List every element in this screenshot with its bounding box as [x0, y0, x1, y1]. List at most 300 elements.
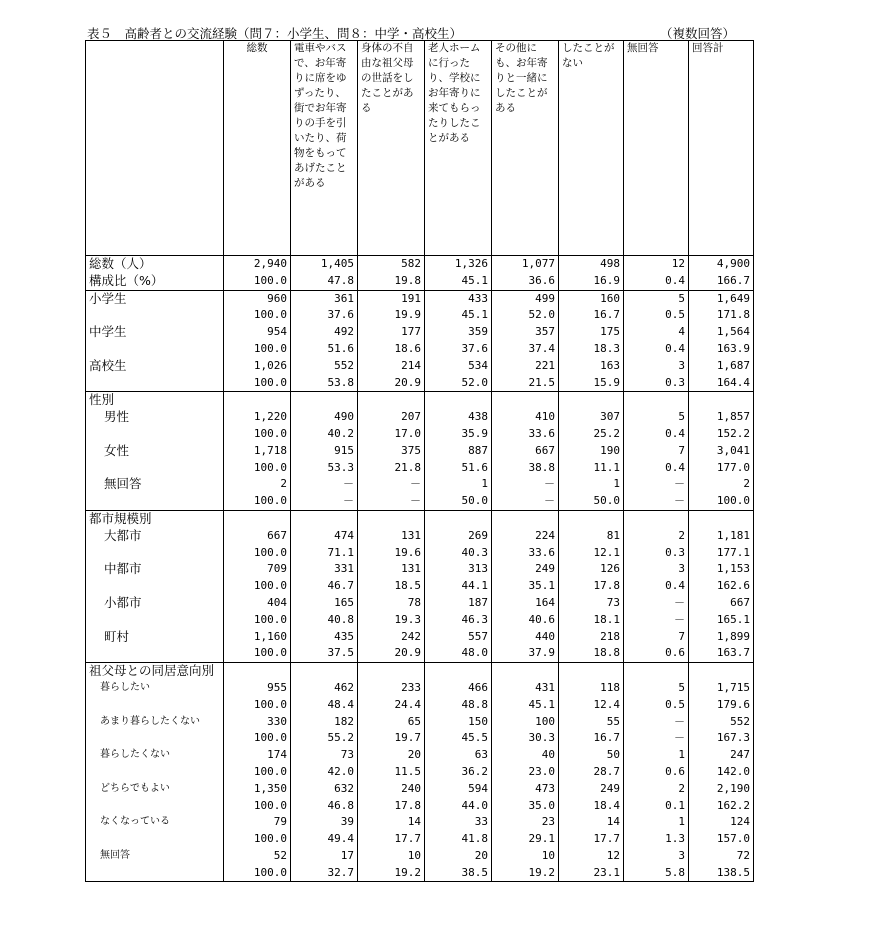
- table-cell: 11.5: [358, 764, 425, 781]
- table-cell: 40.3: [425, 545, 492, 562]
- header-corner: [86, 41, 224, 256]
- table-cell: 3,041: [689, 443, 754, 460]
- row-label: [86, 798, 224, 815]
- table-cell: 1,899: [689, 629, 754, 646]
- table-cell: 37.4: [492, 341, 559, 358]
- table-row: [86, 865, 754, 882]
- row-label: [86, 341, 224, 358]
- column-header: 総数: [224, 41, 291, 256]
- table-cell: 14: [559, 814, 624, 831]
- table-cell: 53.8: [291, 375, 358, 392]
- table-cell: 53.3: [291, 460, 358, 477]
- column-header: 回答計: [689, 41, 754, 256]
- row-label: [86, 307, 224, 324]
- table-cell: 359: [425, 324, 492, 341]
- table-cell: 48.4: [291, 697, 358, 714]
- row-label: なくなっている: [86, 814, 224, 831]
- row-label: 中都市: [86, 561, 224, 578]
- table-row: [86, 545, 754, 562]
- table-cell: 242: [358, 629, 425, 646]
- table-cell: 15.9: [559, 375, 624, 392]
- table-cell: －: [624, 476, 689, 493]
- row-label: 暮らしたい: [86, 680, 224, 697]
- table-cell: 35.9: [425, 426, 492, 443]
- row-label: [86, 578, 224, 595]
- table-cell: 45.5: [425, 730, 492, 747]
- table-row: [86, 375, 754, 392]
- table-row: [86, 764, 754, 781]
- table-cell: 100.0: [224, 798, 291, 815]
- table-cell: 2: [624, 781, 689, 798]
- table-cell: 48.0: [425, 645, 492, 662]
- table-cell: 44.1: [425, 578, 492, 595]
- table-cell: 100.0: [224, 545, 291, 562]
- table-cell: 887: [425, 443, 492, 460]
- table-cell: 23.0: [492, 764, 559, 781]
- table-row: [86, 629, 754, 646]
- table-cell: 2: [689, 476, 754, 493]
- table-cell: 16.7: [559, 307, 624, 324]
- table-cell: 18.8: [559, 645, 624, 662]
- table-cell: 954: [224, 324, 291, 341]
- row-label: 総数（人）: [86, 256, 224, 273]
- table-cell: 37.6: [291, 307, 358, 324]
- column-header: 電車やバスで、お年寄りに席をゆずったり、街でお年寄りの手を引いたり、荷物をもってあげたことがある: [291, 41, 358, 256]
- table-cell: 17.0: [358, 426, 425, 443]
- table-cell: 1: [559, 476, 624, 493]
- table-cell: 163.9: [689, 341, 754, 358]
- table-cell: 17.7: [358, 831, 425, 848]
- table-cell: 81: [559, 528, 624, 545]
- table-cell: 1,026: [224, 358, 291, 375]
- table-cell: 118: [559, 680, 624, 697]
- table-cell: 162.6: [689, 578, 754, 595]
- table-cell: 1.3: [624, 831, 689, 848]
- table-row: [86, 680, 754, 697]
- table-cell: 100.0: [224, 697, 291, 714]
- table-cell: 0.4: [624, 460, 689, 477]
- table-cell: 126: [559, 561, 624, 578]
- table-cell: 1,220: [224, 409, 291, 426]
- row-label: どちらでもよい: [86, 781, 224, 798]
- table-cell: 100.0: [224, 578, 291, 595]
- table-row: [86, 460, 754, 477]
- table-cell: 404: [224, 595, 291, 612]
- table-cell: 49.4: [291, 831, 358, 848]
- row-label: 男性: [86, 409, 224, 426]
- table-cell: 45.1: [425, 273, 492, 290]
- table-cell: －: [358, 493, 425, 510]
- table-cell: 2: [224, 476, 291, 493]
- table-cell: 582: [358, 256, 425, 273]
- column-header: 無回答: [624, 41, 689, 256]
- table-cell: 632: [291, 781, 358, 798]
- table-cell: 18.5: [358, 578, 425, 595]
- table-cell: 233: [358, 680, 425, 697]
- table-cell: [492, 392, 559, 409]
- table-cell: 1,326: [425, 256, 492, 273]
- table-cell: 0.5: [624, 307, 689, 324]
- table-cell: 20: [358, 747, 425, 764]
- table-cell: 667: [224, 528, 291, 545]
- table-row: [86, 747, 754, 764]
- table-cell: 214: [358, 358, 425, 375]
- table-cell: 46.8: [291, 798, 358, 815]
- table-row: [86, 426, 754, 443]
- table-cell: 100.0: [224, 865, 291, 882]
- table-cell: 19.8: [358, 273, 425, 290]
- table-cell: 100.0: [224, 645, 291, 662]
- table-cell: 5.8: [624, 865, 689, 882]
- table-cell: 240: [358, 781, 425, 798]
- table-cell: 2: [624, 528, 689, 545]
- table-cell: 17.7: [559, 831, 624, 848]
- table-cell: －: [624, 595, 689, 612]
- table-cell: 55.2: [291, 730, 358, 747]
- table-cell: 19.3: [358, 612, 425, 629]
- column-header: したことがない: [559, 41, 624, 256]
- table-row: [86, 798, 754, 815]
- table-cell: 52.0: [425, 375, 492, 392]
- table-row: [86, 256, 754, 273]
- table-cell: 182: [291, 714, 358, 731]
- table-cell: 65: [358, 714, 425, 731]
- table-cell: 2,190: [689, 781, 754, 798]
- table-cell: 19.9: [358, 307, 425, 324]
- table-cell: 191: [358, 290, 425, 307]
- table-cell: 435: [291, 629, 358, 646]
- table-cell: 12.4: [559, 697, 624, 714]
- table-cell: 955: [224, 680, 291, 697]
- table-cell: 0.4: [624, 273, 689, 290]
- table-cell: －: [624, 493, 689, 510]
- table-cell: 18.6: [358, 341, 425, 358]
- table-cell: 20.9: [358, 375, 425, 392]
- table-cell: 164: [492, 595, 559, 612]
- table-cell: 10: [358, 848, 425, 865]
- table-cell: 249: [559, 781, 624, 798]
- table-cell: 165: [291, 595, 358, 612]
- table-cell: 21.5: [492, 375, 559, 392]
- table-cell: 50.0: [559, 493, 624, 510]
- table-cell: 28.7: [559, 764, 624, 781]
- row-label: [86, 426, 224, 443]
- table-cell: 20: [425, 848, 492, 865]
- row-label: あまり暮らしたくない: [86, 714, 224, 731]
- table-cell: 0.3: [624, 545, 689, 562]
- table-cell: 433: [425, 290, 492, 307]
- row-label: 小学生: [86, 290, 224, 307]
- table-row: [86, 714, 754, 731]
- table-cell: 38.8: [492, 460, 559, 477]
- table-cell: 5: [624, 290, 689, 307]
- column-header: 身体の不自由な祖父母の世話をしたことがある: [358, 41, 425, 256]
- table-cell: 42.0: [291, 764, 358, 781]
- table-cell: 30.3: [492, 730, 559, 747]
- table-cell: 40.8: [291, 612, 358, 629]
- table-cell: 21.8: [358, 460, 425, 477]
- table-cell: 50.0: [425, 493, 492, 510]
- table-cell: 46.7: [291, 578, 358, 595]
- table-row: [86, 561, 754, 578]
- row-label: 大都市: [86, 528, 224, 545]
- table-cell: 162.2: [689, 798, 754, 815]
- row-label: [86, 460, 224, 477]
- table-row: [86, 443, 754, 460]
- row-label: [86, 697, 224, 714]
- table-row: [86, 663, 754, 680]
- table-cell: [689, 392, 754, 409]
- table-cell: 29.1: [492, 831, 559, 848]
- table-cell: 164.4: [689, 375, 754, 392]
- table-cell: 12: [624, 256, 689, 273]
- table-cell: 38.5: [425, 865, 492, 882]
- table-cell: 177.0: [689, 460, 754, 477]
- multiple-answer-note: （複数回答）: [660, 26, 736, 41]
- table-cell: 498: [559, 256, 624, 273]
- table-cell: 32.7: [291, 865, 358, 882]
- table-cell: 100.0: [224, 831, 291, 848]
- table-cell: 50: [559, 747, 624, 764]
- table-cell: 100: [492, 714, 559, 731]
- table-row: [86, 341, 754, 358]
- table-cell: 45.1: [425, 307, 492, 324]
- table-cell: 19.7: [358, 730, 425, 747]
- table-cell: 100.0: [224, 460, 291, 477]
- header-row: [86, 41, 754, 256]
- table-cell: [291, 663, 358, 680]
- row-label: [86, 764, 224, 781]
- table-cell: －: [624, 730, 689, 747]
- table-cell: 2,940: [224, 256, 291, 273]
- table-cell: 10: [492, 848, 559, 865]
- table-cell: 100.0: [224, 273, 291, 290]
- table-cell: 37.9: [492, 645, 559, 662]
- table-cell: 33.6: [492, 545, 559, 562]
- table-cell: [492, 663, 559, 680]
- table-cell: 709: [224, 561, 291, 578]
- table-cell: 165.1: [689, 612, 754, 629]
- table-cell: 462: [291, 680, 358, 697]
- table-cell: 174: [224, 747, 291, 764]
- table-cell: －: [291, 493, 358, 510]
- table-row: [86, 409, 754, 426]
- row-label: 女性: [86, 443, 224, 460]
- table-row: [86, 307, 754, 324]
- table-cell: 167.3: [689, 730, 754, 747]
- table-cell: 44.0: [425, 798, 492, 815]
- table-cell: 100.0: [224, 493, 291, 510]
- table-cell: [358, 510, 425, 527]
- row-label: 高校生: [86, 358, 224, 375]
- table-cell: 25.2: [559, 426, 624, 443]
- table-cell: 17.8: [358, 798, 425, 815]
- table-cell: 177.1: [689, 545, 754, 562]
- table-cell: 20.9: [358, 645, 425, 662]
- table-cell: [425, 663, 492, 680]
- table-cell: 171.8: [689, 307, 754, 324]
- table-row: [86, 358, 754, 375]
- table-cell: 594: [425, 781, 492, 798]
- row-label: 無回答: [86, 476, 224, 493]
- table-cell: 179.6: [689, 697, 754, 714]
- table-cell: 41.8: [425, 831, 492, 848]
- table-cell: 492: [291, 324, 358, 341]
- table-cell: 40.6: [492, 612, 559, 629]
- table-cell: 247: [689, 747, 754, 764]
- table-cell: 552: [291, 358, 358, 375]
- table-cell: 78: [358, 595, 425, 612]
- table-cell: 100.0: [224, 307, 291, 324]
- table-cell: 3: [624, 561, 689, 578]
- table-cell: 4,900: [689, 256, 754, 273]
- table-cell: 1,564: [689, 324, 754, 341]
- table-cell: 0.5: [624, 697, 689, 714]
- table-cell: 18.4: [559, 798, 624, 815]
- table-cell: 47.8: [291, 273, 358, 290]
- table-row: [86, 493, 754, 510]
- table-cell: 1: [425, 476, 492, 493]
- table-cell: 0.6: [624, 645, 689, 662]
- table-cell: 36.2: [425, 764, 492, 781]
- table-cell: 16.9: [559, 273, 624, 290]
- table-cell: 3: [624, 358, 689, 375]
- table-cell: 0.6: [624, 764, 689, 781]
- table-row: [86, 273, 754, 290]
- table-cell: 5: [624, 409, 689, 426]
- table-cell: 330: [224, 714, 291, 731]
- table-cell: [224, 392, 291, 409]
- table-cell: [291, 392, 358, 409]
- table-cell: 48.8: [425, 697, 492, 714]
- table-cell: [689, 663, 754, 680]
- row-label: [86, 831, 224, 848]
- table-cell: 375: [358, 443, 425, 460]
- table-cell: 73: [559, 595, 624, 612]
- table-cell: 71.1: [291, 545, 358, 562]
- table-cell: [689, 510, 754, 527]
- table-cell: 100.0: [224, 341, 291, 358]
- row-label: [86, 493, 224, 510]
- table-cell: 19.2: [492, 865, 559, 882]
- table-cell: 1,718: [224, 443, 291, 460]
- table-cell: 1,181: [689, 528, 754, 545]
- table-cell: 17: [291, 848, 358, 865]
- table-cell: 175: [559, 324, 624, 341]
- table-cell: 12: [559, 848, 624, 865]
- table-cell: 534: [425, 358, 492, 375]
- table-row: [86, 781, 754, 798]
- table-cell: 11.1: [559, 460, 624, 477]
- table-row: [86, 697, 754, 714]
- table-cell: 667: [492, 443, 559, 460]
- row-label: 祖父母との同居意向別: [86, 663, 224, 680]
- table-cell: 35.0: [492, 798, 559, 815]
- row-label: 無回答: [86, 848, 224, 865]
- table-cell: 17.8: [559, 578, 624, 595]
- table-cell: 207: [358, 409, 425, 426]
- table-cell: 440: [492, 629, 559, 646]
- table-cell: 33.6: [492, 426, 559, 443]
- table-cell: 18.3: [559, 341, 624, 358]
- table-row: [86, 831, 754, 848]
- table-cell: 100.0: [224, 375, 291, 392]
- table-cell: 7: [624, 443, 689, 460]
- table-row: [86, 730, 754, 747]
- table-cell: 157.0: [689, 831, 754, 848]
- table-cell: 218: [559, 629, 624, 646]
- row-label: [86, 612, 224, 629]
- table-cell: 473: [492, 781, 559, 798]
- table-cell: 4: [624, 324, 689, 341]
- table-cell: 52: [224, 848, 291, 865]
- table-cell: 224: [492, 528, 559, 545]
- table-cell: 1,687: [689, 358, 754, 375]
- table-cell: 466: [425, 680, 492, 697]
- row-label: [86, 730, 224, 747]
- table-cell: 51.6: [425, 460, 492, 477]
- table-row: [86, 578, 754, 595]
- table-cell: 915: [291, 443, 358, 460]
- row-label: 構成比（%）: [86, 273, 224, 290]
- table-cell: 187: [425, 595, 492, 612]
- table-cell: 63: [425, 747, 492, 764]
- table-title: 表５ 高齢者との交流経験（問７：小学生、問８：中学・高校生）: [87, 26, 463, 41]
- table-cell: 1: [624, 814, 689, 831]
- table-cell: 221: [492, 358, 559, 375]
- table-cell: －: [492, 476, 559, 493]
- row-label: 性別: [86, 392, 224, 409]
- table-cell: 0.3: [624, 375, 689, 392]
- table-cell: －: [358, 476, 425, 493]
- table-cell: －: [624, 714, 689, 731]
- row-label: [86, 375, 224, 392]
- table-row: [86, 510, 754, 527]
- table-cell: 19.6: [358, 545, 425, 562]
- table-cell: 3: [624, 848, 689, 865]
- table-cell: －: [492, 493, 559, 510]
- table-cell: 100.0: [224, 764, 291, 781]
- table-row: [86, 324, 754, 341]
- table-cell: 552: [689, 714, 754, 731]
- table-cell: [624, 510, 689, 527]
- table-cell: 7: [624, 629, 689, 646]
- table-cell: 1,160: [224, 629, 291, 646]
- table-cell: 1,350: [224, 781, 291, 798]
- table-cell: 5: [624, 680, 689, 697]
- table-cell: [224, 510, 291, 527]
- table-cell: [559, 392, 624, 409]
- table-cell: 100.0: [224, 612, 291, 629]
- table-cell: 46.3: [425, 612, 492, 629]
- table-cell: 12.1: [559, 545, 624, 562]
- table-row: [86, 595, 754, 612]
- table-cell: 163: [559, 358, 624, 375]
- table-cell: 1,153: [689, 561, 754, 578]
- table-cell: 152.2: [689, 426, 754, 443]
- table-cell: 357: [492, 324, 559, 341]
- table-cell: －: [291, 476, 358, 493]
- table-cell: 100.0: [224, 730, 291, 747]
- table-cell: 142.0: [689, 764, 754, 781]
- table-cell: 131: [358, 561, 425, 578]
- table-cell: [358, 392, 425, 409]
- row-label: [86, 545, 224, 562]
- table-cell: 16.7: [559, 730, 624, 747]
- table-cell: 100.0: [689, 493, 754, 510]
- table-cell: 72: [689, 848, 754, 865]
- table-cell: －: [624, 612, 689, 629]
